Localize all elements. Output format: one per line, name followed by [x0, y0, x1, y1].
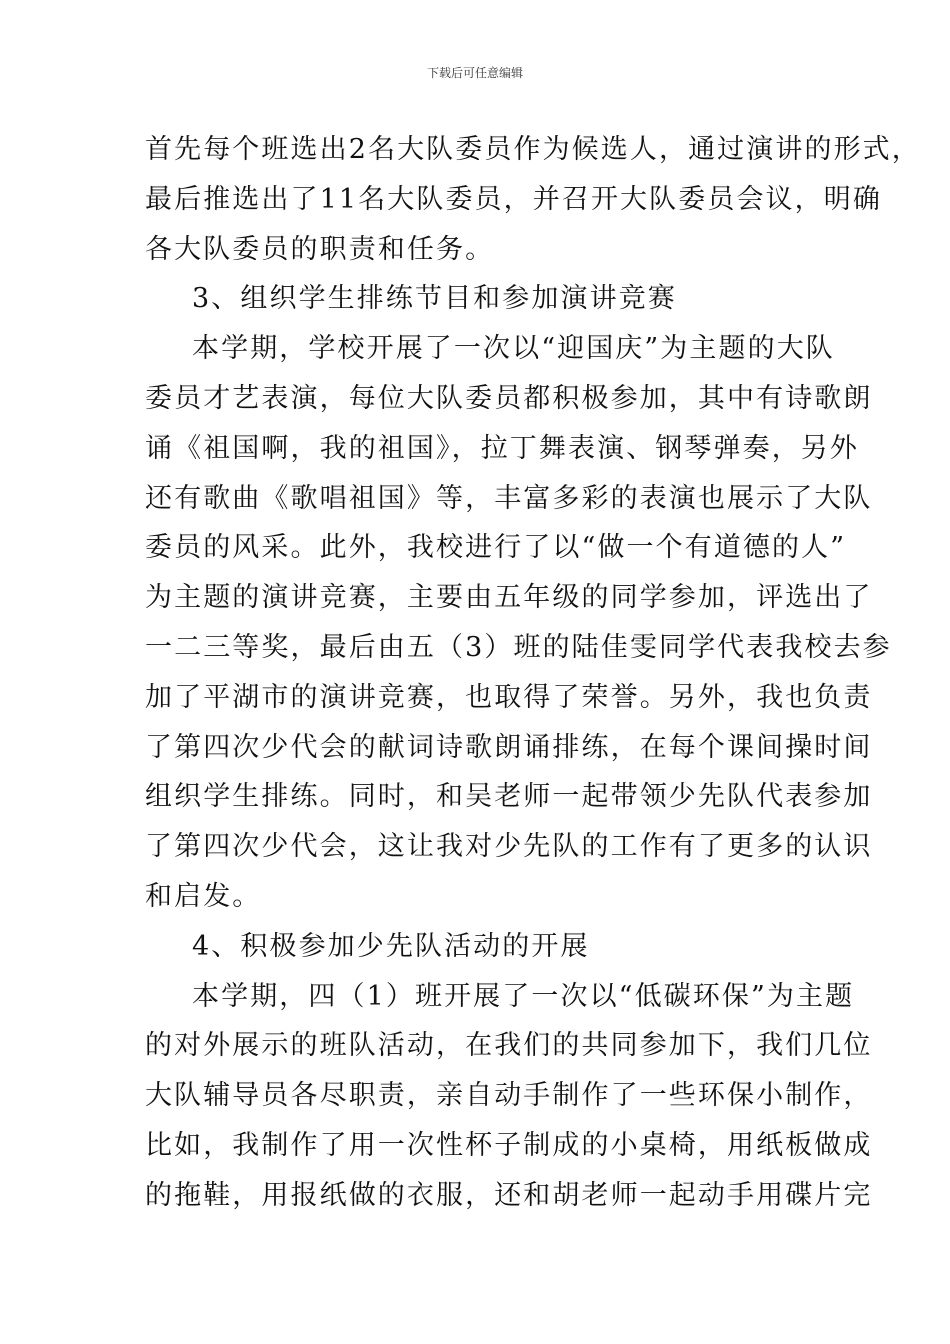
text-line: 一二三等奖，最后由五（3）班的陆佳雯同学代表我校去参 [145, 631, 892, 663]
paragraph-start: 本学期，四（1）班开展了一次以“低碳环保”为主题 [192, 980, 855, 1012]
text-line: 和启发。 [145, 880, 262, 912]
text-line: 了第四次少代会，这让我对少先队的工作有了更多的认识 [145, 831, 873, 863]
text-line: 了第四次少代会的献词诗歌朗诵排练，在每个课间操时间 [145, 731, 873, 763]
text-line: 诵《祖国啊，我的祖国》，拉丁舞表演、钢琴弹奏，另外 [145, 432, 859, 464]
text-line: 的拖鞋，用报纸做的衣服，还和胡老师一起动手用碟片完 [145, 1179, 873, 1211]
text-line: 最后推选出了11名大队委员，并召开大队委员会议，明确 [145, 183, 882, 215]
text-line: 各大队委员的职责和任务。 [145, 233, 495, 265]
document-body [145, 125, 921, 1221]
page-header: 下载后可任意编辑 [426, 66, 523, 80]
text-line: 委员才艺表演，每位大队委员都积极参加，其中有诗歌朗 [145, 382, 873, 414]
text-line: 首先每个班选出2名大队委员作为候选人，通过演讲的形式， [145, 134, 921, 165]
text-line: 比如，我制作了用一次性杯子制成的小桌椅，用纸板做成 [145, 1129, 873, 1161]
paragraph-start: 本学期，学校开展了一次以“迎国庆”为主题的大队 [192, 333, 835, 365]
text-line: 大队辅导员各尽职责，亲自动手制作了一些环保小制作， [145, 1080, 873, 1112]
section-heading: 3、组织学生排练节目和参加演讲竞赛 [192, 283, 677, 315]
text-line: 加了平湖市的演讲竞赛，也取得了荣誉。另外，我也负责 [145, 681, 873, 713]
text-line: 组织学生排练。同时，和吴老师一起带领少先队代表参加 [145, 781, 873, 813]
text-line: 还有歌曲《歌唱祖国》等，丰富多彩的表演也展示了大队 [145, 482, 873, 514]
text-line: 的对外展示的班队活动，在我们的共同参加下，我们几位 [145, 1030, 873, 1062]
text-line: 委员的风采。此外，我校进行了以“做一个有道德的人” [145, 532, 847, 564]
text-line: 为主题的演讲竞赛，主要由五年级的同学参加，评选出了 [145, 582, 873, 614]
section-heading: 4、积极参加少先队活动的开展 [192, 930, 590, 962]
